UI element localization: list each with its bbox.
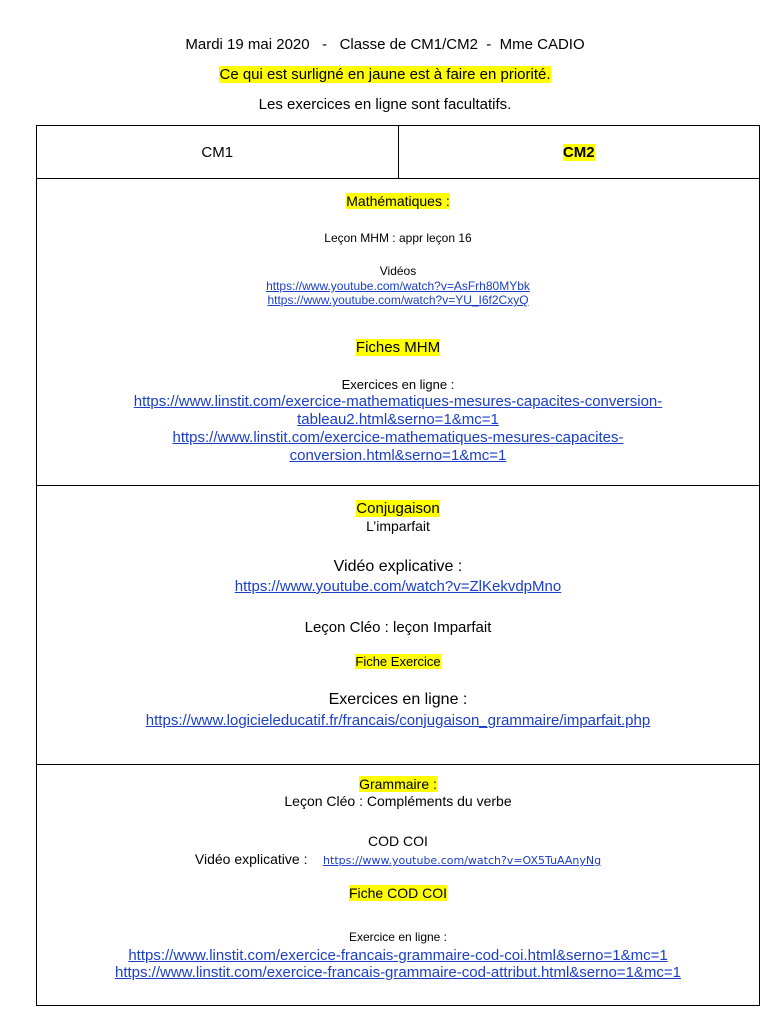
optional-note: Les exercices en ligne sont facultatifs. bbox=[258, 96, 512, 113]
conjugaison-section bbox=[37, 486, 759, 765]
conj-video-label: Vidéo explicative : bbox=[333, 558, 463, 575]
math-fiches-line bbox=[37, 339, 759, 356]
grammaire-section bbox=[37, 765, 759, 1005]
priority-note-text: Ce qui est surligné en jaune est à faire en priorité. bbox=[219, 66, 551, 83]
math-lesson: Leçon MHM : appr leçon 16 bbox=[324, 231, 472, 245]
conj-subtitle: L’imparfait bbox=[366, 518, 430, 534]
conj-title-line bbox=[37, 500, 759, 517]
conj-video-link[interactable]: https://www.youtube.com/watch?v=ZlKekvdpMno bbox=[234, 578, 562, 595]
conj-fiche: Fiche Exercice bbox=[355, 654, 441, 669]
gram-exercise-label: Exercice en ligne : bbox=[348, 930, 448, 944]
gram-fiche-line bbox=[37, 885, 759, 901]
conj-title: Conjugaison bbox=[356, 500, 440, 517]
math-video-link-1[interactable]: https://www.youtube.com/watch?v=AsFrh80MYbk bbox=[266, 279, 530, 293]
gram-exercise-link-2[interactable]: https://www.linstit.com/exercice-francais-grammaire-cod-attribut.html&serno=1&mc=1 bbox=[114, 964, 682, 981]
gram-video-label: Vidéo explicative : bbox=[194, 851, 308, 867]
column-cm2 bbox=[398, 126, 760, 178]
gram-cod-coi: COD COI bbox=[368, 833, 428, 849]
schedule-table bbox=[36, 125, 760, 1006]
gram-video-line bbox=[37, 851, 759, 867]
gram-title: Grammaire : bbox=[359, 776, 437, 792]
gram-lesson: Leçon Cléo : Compléments du verbe bbox=[284, 793, 512, 809]
math-fiches: Fiches MHM bbox=[355, 339, 441, 356]
math-exercises-label: Exercices en ligne : bbox=[341, 377, 455, 392]
conj-exercise-link[interactable]: https://www.logicieleducatif.fr/francais/conjugaison_grammaire/imparfait.php bbox=[145, 712, 651, 729]
column-cm1 bbox=[37, 126, 398, 178]
math-title-line bbox=[37, 193, 759, 209]
gram-video-link[interactable]: https://www.youtube.com/watch?v=OX5TuAAnyNg bbox=[323, 854, 602, 867]
math-exercise-link-1b[interactable]: tableau2.html&serno=1&mc=1 bbox=[297, 411, 499, 428]
math-section bbox=[37, 179, 759, 486]
conj-exercises-label: Exercices en ligne : bbox=[328, 691, 468, 708]
gram-exercise-link-1[interactable]: https://www.linstit.com/exercice-francais-grammaire-cod-coi.html&serno=1&mc=1 bbox=[128, 947, 668, 964]
document-title: Mardi 19 mai 2020 - Classe de CM1/CM2 - Mme CADIO bbox=[185, 36, 585, 53]
column-cm2-label: CM2 bbox=[562, 143, 595, 161]
conj-fiche-line bbox=[37, 654, 759, 669]
gram-fiche: Fiche COD COI bbox=[348, 885, 447, 901]
column-cm1-label: CM1 bbox=[201, 143, 234, 161]
math-video-link-2[interactable]: https://www.youtube.com/watch?v=YU_I6f2CxyQ bbox=[267, 293, 529, 307]
math-videos-label: Vidéos bbox=[379, 264, 417, 278]
math-exercise-link-2b[interactable]: conversion.html&serno=1&mc=1 bbox=[289, 447, 507, 464]
math-exercise-link-1a[interactable]: https://www.linstit.com/exercice-mathematiques-mesures-capacites-conversion- bbox=[133, 393, 663, 410]
conj-lesson: Leçon Cléo : leçon Imparfait bbox=[304, 619, 492, 636]
math-exercise-link-2a[interactable]: https://www.linstit.com/exercice-mathematiques-mesures-capacites- bbox=[172, 429, 624, 446]
table-header-row bbox=[37, 126, 759, 179]
gram-title-line bbox=[37, 776, 759, 792]
priority-note bbox=[0, 66, 770, 83]
math-title: Mathématiques : bbox=[346, 193, 450, 209]
